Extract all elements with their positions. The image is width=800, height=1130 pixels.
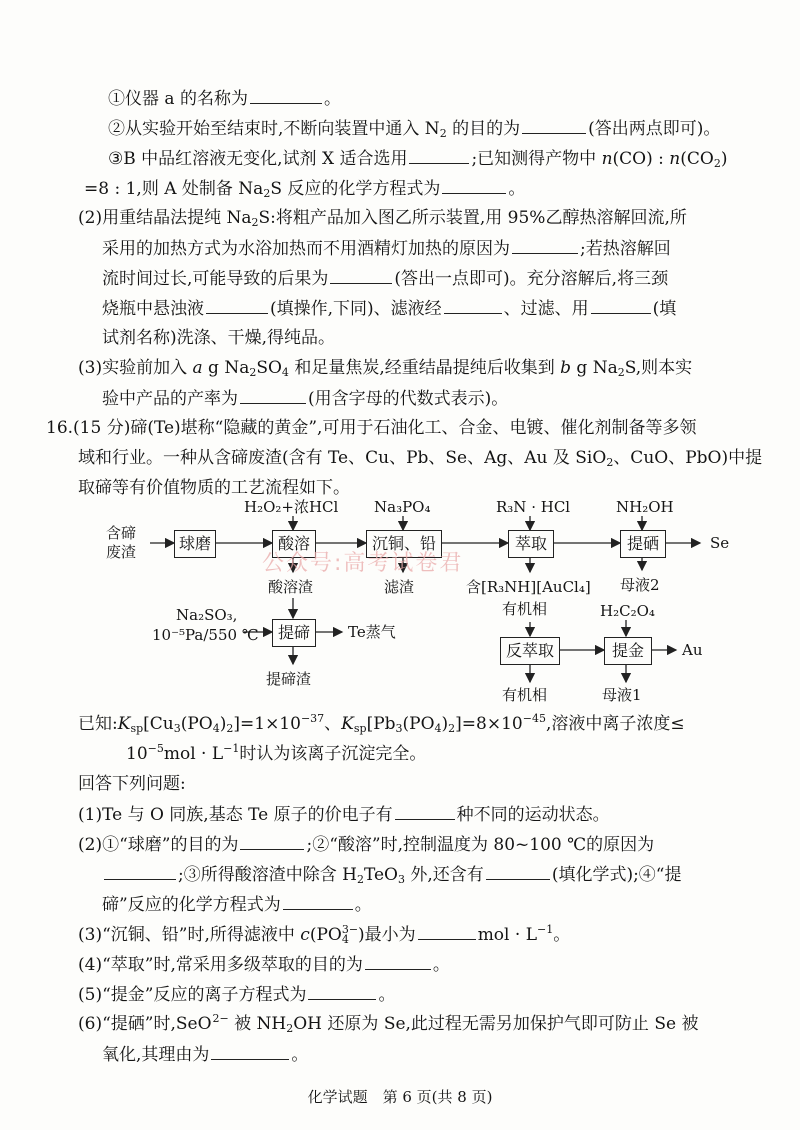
q15-2-line5: 试剂名称)洗涤、干燥,得纯品。	[102, 328, 336, 348]
flow-ball-mill-box: 球磨	[174, 530, 216, 558]
flow-start-label: 含碲 废渣	[106, 524, 137, 561]
q16-4: (4)“萃取”时,常采用多级萃取的目的为 。	[78, 952, 450, 977]
flow-filter-residue: 滤渣	[384, 578, 415, 596]
flow-precip-box: 沉铜、铅	[366, 530, 442, 558]
flow-organic-phase: 有机相	[502, 600, 548, 618]
flow-au-extract-box: 提金	[604, 637, 652, 665]
answer-prompt: 回答下列问题:	[78, 774, 186, 794]
flow-acid-residue: 酸溶渣	[268, 578, 314, 596]
answer-blank[interactable]	[418, 922, 476, 940]
q16-6-line1: (6)“提硒”时,SeO$^{2-}$ 被 $NH_2OH$ 还原为 Se,此过程无需另加保护气即可防止 Se 被	[78, 1012, 699, 1035]
q15-2-line1: (2)用重结晶法提纯 $Na_2S$:将粗产品加入图乙所示装置,用 95%乙醇热溶解回流,所	[78, 208, 687, 229]
flow-acid-dissolve-box: 酸溶	[272, 530, 316, 558]
flow-te-vapor: Te蒸气	[348, 623, 396, 641]
known-line1: 已知$:K_{sp}[Cu_3(PO_4)_2]=1\times 10^{-37}$、$K_{sp}[Pb_3(PO_4)_2]=8\times 10^{-45}$,溶液中离子浓度≤	[78, 712, 685, 735]
q15-2-line3: 流时间过长,可能导致的后果为 (答出一点即可)。充分溶解后,将三颈	[102, 266, 668, 291]
flow-product-se: Se	[710, 534, 730, 552]
flow-organic-phase-2: 有机相	[502, 686, 548, 704]
q15-3-line2: 验中产品的产率为 (用含字母的代数式表示)。	[102, 386, 508, 411]
flow-te-residue: 提碲渣	[266, 670, 312, 688]
known-line2: $10^{-5}mol \cdot L^{-1}$时认为该离子沉淀完全。	[126, 742, 427, 764]
q16-6-line2: 氧化,其理由为 。	[102, 1042, 308, 1067]
flow-mother-liquor-1: 母液1	[602, 686, 642, 704]
q15-1-line3: ③B 中品红溶液无变化,试剂 X 适合选用 ;已知测得产物中 n(CO) : $n(CO_2)$	[108, 146, 727, 171]
flow-reagent-nh2oh: NH₂OH	[616, 498, 674, 516]
flow-reagent-r3n: R₃N · HCl	[496, 498, 571, 516]
answer-blank[interactable]	[283, 892, 353, 910]
q16-intro-line1: 16.(15 分)碲(Te)堪称“隐藏的黄金”,可用于石油化工、合金、电镀、催化剂制备等多领	[46, 418, 697, 438]
flow-mother-liquor-2: 母液2	[620, 576, 660, 594]
q15-1-line4: =8 : 1,则 A 处制备 $Na_2S$ 反应的化学方程式为 。	[84, 176, 525, 201]
answer-blank[interactable]	[486, 862, 550, 880]
answer-blank[interactable]	[308, 982, 376, 1000]
answer-blank[interactable]	[365, 952, 431, 970]
q16-5: (5)“提金”反应的离子方程式为 。	[78, 982, 395, 1007]
flow-back-extract-box: 反萃取	[500, 637, 560, 665]
flow-extract-box: 萃取	[508, 530, 554, 558]
page-footer: 化学试题 第 6 页(共 8 页)	[307, 1088, 493, 1106]
q15-1-line2: ②从实验开始至结束时,不断向装置中通入 $N_2$ 的目的为 (答出两点即可)。	[108, 116, 720, 141]
q16-3: (3)“沉铜、铅”时,所得滤液中 $c(PO_4^{3-})$最小为 mol · $L^{-1}$。	[78, 923, 571, 946]
flow-reagent-condition: 10⁻⁵Pa/550 ℃	[152, 626, 259, 644]
flow-organic-phase-au: 含[R₃NH][AuCl₄]	[466, 578, 591, 596]
flow-te-extract-box: 提碲	[272, 619, 316, 647]
q15-2-line4: 烧瓶中悬浊液 (填操作,下同)、滤液经 、过滤、用 (填	[102, 296, 676, 321]
q16-2-line1: (2)①“球磨”的目的为 ;②“酸溶”时,控制温度为 80~100 ℃的原因为	[78, 832, 654, 857]
q15-2-line2: 采用的加热方式为水浴加热而不用酒精灯加热的原因为 ;若热溶解回	[102, 236, 671, 261]
q15-3-line1: (3)实验前加入 a g $Na_2SO_4$ 和足量焦炭,经重结晶提纯后收集到 b g $Na_2S$,则本实	[78, 358, 693, 379]
q16-2-line3: 碲”反应的化学方程式为 。	[102, 892, 372, 917]
flow-se-extract-box: 提硒	[620, 530, 666, 558]
q16-2-line2: ;③所得酸溶渣中除含 $H_2TeO_3$ 外,还含有 (填化学式);④“提	[102, 862, 682, 887]
q16-intro-line3: 取碲等有价值物质的工艺流程如下。	[78, 478, 350, 498]
q16-1: (1)Te 与 O 同族,基态 Te 原子的价电子有 种不同的运动状态。	[78, 802, 610, 827]
answer-blank[interactable]	[240, 832, 304, 850]
answer-blank[interactable]	[211, 1042, 289, 1060]
q15-1-line1: ①仪器 a 的名称为 。	[108, 86, 341, 111]
watermark: 公众号:高考试卷君	[262, 551, 464, 576]
flow-reagent-h2c2o4: H₂C₂O₄	[600, 602, 655, 620]
flow-reagent-acid: H₂O₂+浓HCl	[244, 498, 339, 516]
flow-product-au: Au	[682, 641, 703, 659]
q16-intro-line2: 域和行业。一种从含碲废渣(含有 Te、Cu、Pb、Se、Ag、Au 及 SiO$_2$、CuO、PbO)中提	[78, 448, 763, 469]
answer-blank[interactable]	[104, 862, 176, 880]
flow-reagent-na2so3: Na₂SO₃,	[176, 606, 238, 624]
flow-reagent-na3po4: Na₃PO₄	[374, 498, 431, 516]
answer-blank[interactable]	[395, 802, 455, 820]
